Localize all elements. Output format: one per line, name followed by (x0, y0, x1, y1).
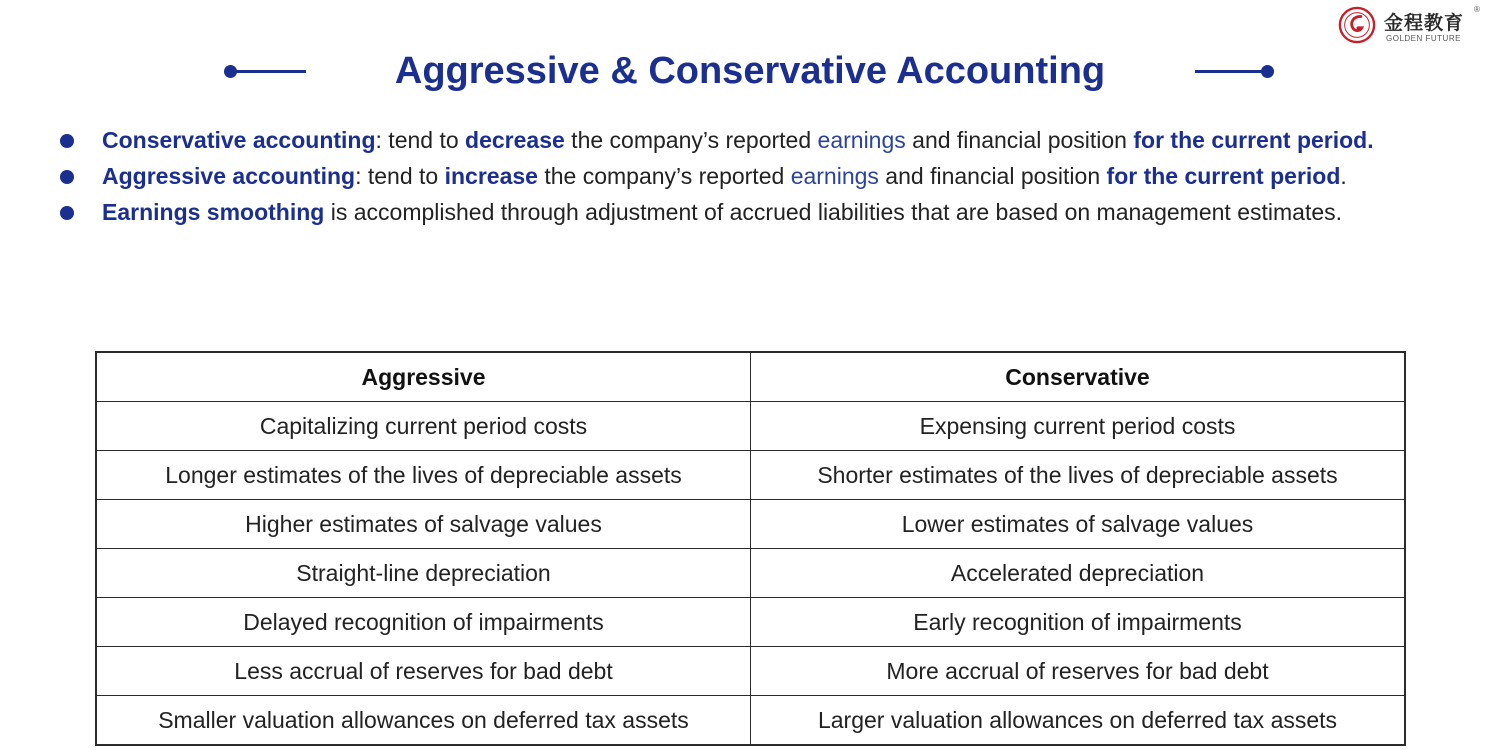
title-bar (220, 48, 1280, 98)
cell-conservative: Early recognition of impairments (751, 598, 1406, 647)
table-row (96, 549, 1405, 598)
page-title: Aggressive & Conservative Accounting (394, 50, 1106, 92)
bullet-text: is accomplished through adjustment of accrued liabilities that are based on management estimates. (324, 199, 1343, 225)
bullet-aggressive (58, 158, 1458, 194)
term-earnings-smoothing: Earnings smoothing (102, 199, 325, 225)
header-aggressive: Aggressive (96, 352, 751, 402)
bullet-list (58, 122, 1458, 230)
logo-registered-mark: ® (1474, 5, 1480, 14)
title-right-line (1195, 70, 1271, 73)
cell-aggressive: Longer estimates of the lives of depreciable assets (96, 451, 751, 500)
table-row (96, 696, 1405, 746)
bullet-text: and financial position (905, 127, 1134, 153)
term-conservative-accounting: Conservative accounting (102, 127, 376, 153)
brand-logo (1338, 4, 1498, 44)
table-row (96, 647, 1405, 696)
bullet-conservative (58, 122, 1458, 158)
bullet-text: the company’s reported (537, 163, 791, 189)
logo-chinese-name: 金程教育 (1384, 12, 1465, 34)
bullet-dot-icon (60, 134, 74, 148)
cell-conservative: Shorter estimates of the lives of depreciable assets (751, 451, 1406, 500)
verb-increase: increase (444, 163, 538, 189)
cell-conservative: Expensing current period costs (751, 402, 1406, 451)
bullet-dot-icon (60, 206, 74, 220)
table-row (96, 451, 1405, 500)
table-row (96, 500, 1405, 549)
cell-conservative: Lower estimates of salvage values (751, 500, 1406, 549)
bullet-text: the company’s reported (564, 127, 818, 153)
logo-emblem-icon (1338, 6, 1376, 44)
current-period-phrase: for the current period. (1133, 127, 1374, 153)
term-aggressive-accounting: Aggressive accounting (102, 163, 356, 189)
table-header-row (96, 352, 1405, 402)
cell-aggressive: Higher estimates of salvage values (96, 500, 751, 549)
verb-decrease: decrease (465, 127, 565, 153)
cell-aggressive: Straight-line depreciation (96, 549, 751, 598)
table-row (96, 598, 1405, 647)
header-conservative: Conservative (751, 352, 1406, 402)
cell-aggressive: Smaller valuation allowances on deferred tax assets (96, 696, 751, 746)
title-right-dot (1261, 65, 1274, 78)
bullet-earnings-smoothing (58, 194, 1458, 230)
comparison-table (95, 351, 1406, 746)
cell-aggressive: Capitalizing current period costs (96, 402, 751, 451)
earnings-word: earnings (790, 163, 879, 189)
current-period-phrase: for the current period (1106, 163, 1341, 189)
bullet-dot-icon (60, 170, 74, 184)
bullet-text: : tend to (375, 127, 466, 153)
bullet-text: and financial position (878, 163, 1107, 189)
comparison-table-container (95, 351, 1406, 746)
cell-aggressive: Delayed recognition of impairments (96, 598, 751, 647)
earnings-word: earnings (817, 127, 906, 153)
cell-conservative: Larger valuation allowances on deferred tax assets (751, 696, 1406, 746)
cell-conservative: Accelerated depreciation (751, 549, 1406, 598)
bullet-text: . (1340, 163, 1347, 189)
logo-english-name: GOLDEN FUTURE (1386, 34, 1461, 43)
bullet-text: : tend to (355, 163, 445, 189)
cell-conservative: More accrual of reserves for bad debt (751, 647, 1406, 696)
cell-aggressive: Less accrual of reserves for bad debt (96, 647, 751, 696)
table-row (96, 402, 1405, 451)
